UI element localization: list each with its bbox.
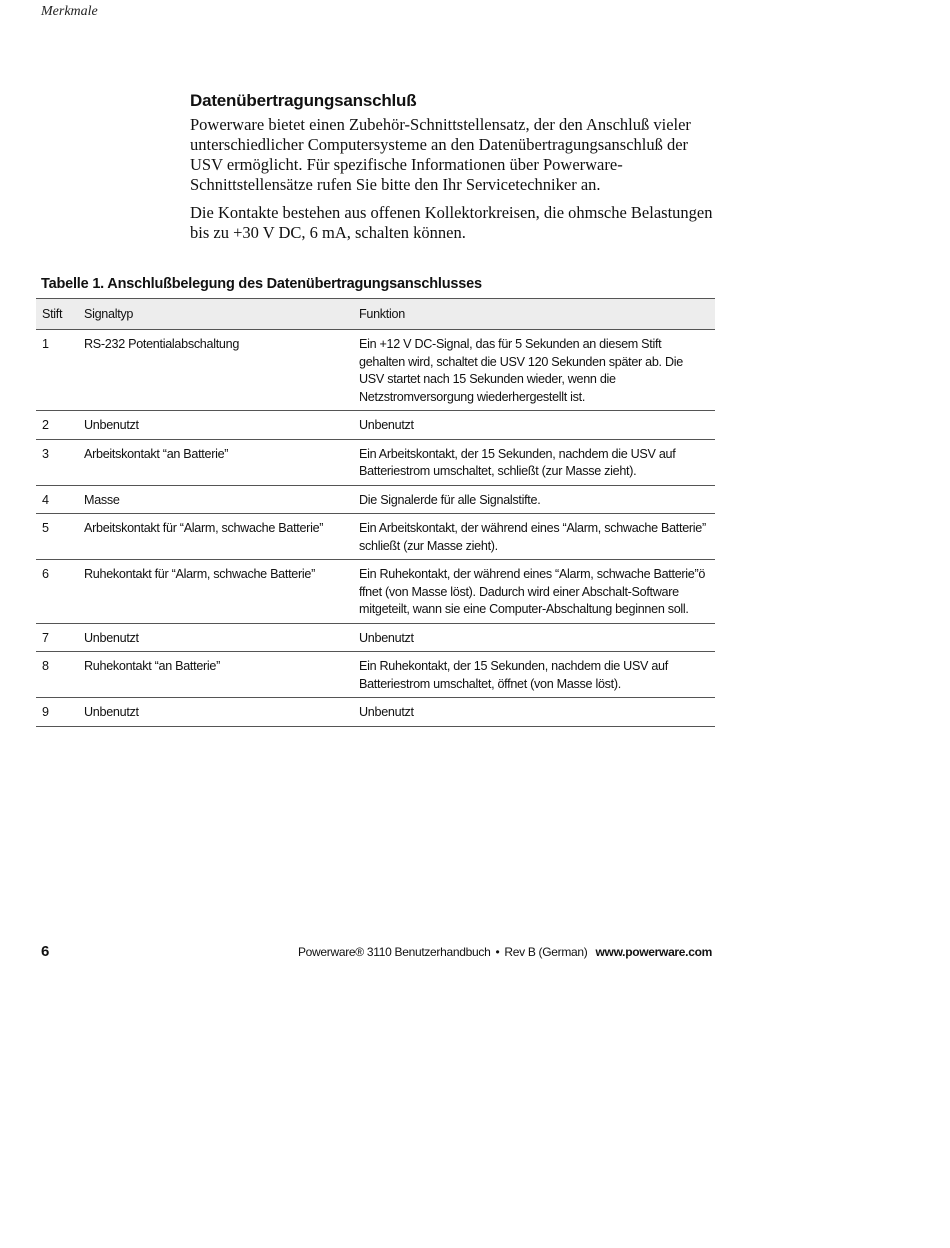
content-section (190, 91, 715, 251)
manual-title: Powerware® 3110 Benutzerhandbuch (297, 945, 491, 959)
signal-type: Unbenutzt (78, 623, 353, 652)
paragraph: Powerware bietet einen Zubehör-Schnittstellensatz, der den Anschluß vieler unterschiedlicher Computersysteme an den Datenübertragungsanschluß der USV ermöglicht. Für spezifische Informationen über Powerware-Schnittstellensätze rufen Sie bitte den Ihr Servicetechniker an. (190, 115, 691, 194)
pin-number: 9 (36, 698, 78, 727)
revision-label: Rev B (German) (504, 945, 588, 959)
table-row (36, 411, 715, 440)
table-row (36, 698, 715, 727)
table-row (36, 330, 715, 411)
function-description: Ein +12 V DC-Signal, das für 5 Sekunden an diesem Stift gehalten wird, schaltet die USV 120 Sekunden später ab. Die USV startet nach 15 Sekunden wieder, wenn die Netzstromversorgung wiederhergestellt ist. (353, 330, 715, 411)
table-row (36, 560, 715, 624)
signal-type: Ruhekontakt für “Alarm, schwache Batterie” (78, 560, 353, 624)
function-description: Unbenutzt (353, 698, 715, 727)
pin-number: 2 (36, 411, 78, 440)
table-row (36, 514, 715, 560)
function-description: Unbenutzt (353, 411, 715, 440)
pin-assignment-table (36, 298, 715, 727)
function-description: Ein Arbeitskontakt, der 15 Sekunden, nachdem die USV auf Batteriestrom umschaltet, schließt (zur Masse zieht). (353, 439, 715, 485)
pin-number: 1 (36, 330, 78, 411)
page-footer (298, 945, 712, 959)
function-description: Ein Ruhekontakt, der 15 Sekunden, nachdem die USV auf Batteriestrom umschaltet, öffnet (von Masse löst). (353, 652, 715, 698)
function-description: Ein Ruhekontakt, der während eines “Alarm, schwache Batterie”ö ffnet (von Masse löst). Dadurch wird einer Abschalt-Software mitgeteilt, wann sie eine Computer-Abschaltung beginnen soll. (353, 560, 715, 624)
table-caption: Tabelle 1. Anschlußbelegung des Datenübertragungsanschlusses (41, 276, 482, 292)
table-row (36, 439, 715, 485)
function-description: Unbenutzt (353, 623, 715, 652)
table-header-row (36, 299, 715, 330)
signal-type: Unbenutzt (78, 698, 353, 727)
page-number: 6 (41, 943, 50, 960)
signal-type: Ruhekontakt “an Batterie” (78, 652, 353, 698)
pin-number: 8 (36, 652, 78, 698)
website-link[interactable]: www.powerware.com (595, 945, 712, 959)
paragraph: Die Kontakte bestehen aus offenen Kollektorkreisen, die ohmsche Belastungen bis zu +30 V DC, 6 mA, schalten können. (190, 203, 713, 242)
pin-number: 3 (36, 439, 78, 485)
section-heading: Datenübertragungsanschluß (190, 91, 417, 110)
signal-type: RS-232 Potentialabschaltung (78, 330, 353, 411)
column-header-signaltyp: Signaltyp (78, 299, 353, 330)
running-head: Merkmale (41, 4, 98, 19)
bullet-separator: • (495, 945, 500, 959)
function-description: Ein Arbeitskontakt, der während eines “Alarm, schwache Batterie” schließt (zur Masse zieht). (353, 514, 715, 560)
signal-type: Unbenutzt (78, 411, 353, 440)
signal-type: Masse (78, 485, 353, 514)
table-row (36, 623, 715, 652)
signal-type: Arbeitskontakt “an Batterie” (78, 439, 353, 485)
signal-type: Arbeitskontakt für “Alarm, schwache Batterie” (78, 514, 353, 560)
table-row (36, 652, 715, 698)
column-header-funktion: Funktion (353, 299, 715, 330)
column-header-stift: Stift (36, 299, 78, 330)
pin-number: 4 (36, 485, 78, 514)
table-row (36, 485, 715, 514)
pin-number: 6 (36, 560, 78, 624)
pin-number: 7 (36, 623, 78, 652)
function-description: Die Signalerde für alle Signalstifte. (353, 485, 715, 514)
pin-number: 5 (36, 514, 78, 560)
